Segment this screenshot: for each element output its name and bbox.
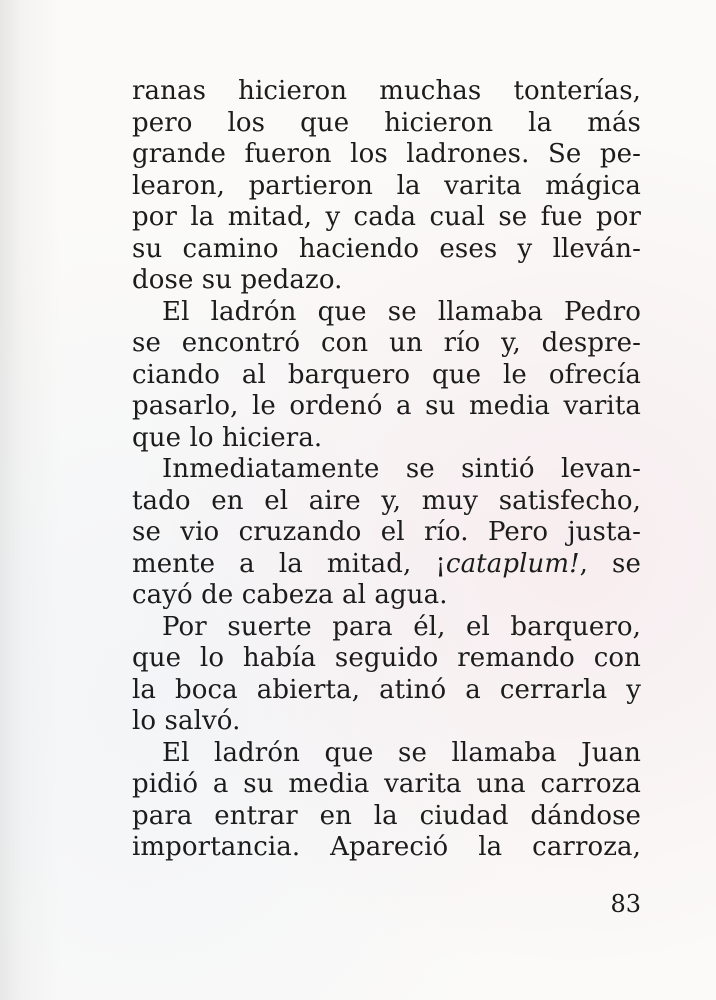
text-line: lo salvó. bbox=[132, 706, 241, 736]
text-line: Por suerte para él, el barquero, bbox=[162, 611, 641, 642]
text-line: que lo había seguido remando con bbox=[132, 643, 641, 673]
page-number: 83 bbox=[610, 890, 641, 918]
text-line: El ladrón que se llamaba Juan bbox=[162, 737, 641, 768]
text-line: la boca abierta, atinó a cerrarla y bbox=[132, 674, 641, 705]
text-line: se encontró con un río y, despre- bbox=[132, 328, 641, 358]
text-line: su camino haciendo eses y lleván- bbox=[132, 233, 641, 264]
italic-interjection: cataplum! bbox=[445, 548, 580, 579]
text-line: El ladrón que se llamaba Pedro bbox=[162, 296, 641, 327]
text-line: pasarlo, le ordenó a su media varita bbox=[132, 391, 641, 421]
text-line: ranas hicieron muchas tonterías, bbox=[132, 76, 641, 106]
body-text bbox=[132, 76, 641, 864]
text-line: Inmediatamente se sintió levan- bbox=[162, 454, 641, 484]
text-line: pero los que hicieron la más bbox=[132, 107, 641, 138]
text-line: que lo hiciera. bbox=[132, 422, 323, 453]
text-line: cayó de cabeza al agua. bbox=[132, 580, 448, 610]
text-line: grande fueron los ladrones. Se pe- bbox=[132, 139, 641, 169]
text-line: ciando al barquero que le ofrecía bbox=[132, 359, 641, 390]
text-line: dose su pedazo. bbox=[132, 265, 343, 295]
text-line: importancia. Apareció la carroza, bbox=[132, 832, 641, 862]
text-line: por la mitad, y cada cual se fue por bbox=[132, 202, 641, 232]
text-line: mente a la mitad, ¡cataplum!, se bbox=[132, 548, 641, 579]
text-line: se vio cruzando el río. Pero justa- bbox=[132, 517, 641, 547]
text-line: tado en el aire y, muy satisfecho, bbox=[132, 485, 641, 516]
text-line: learon, partieron la varita mágica bbox=[132, 170, 641, 201]
text-line: pidió a su media varita una carroza bbox=[132, 769, 641, 799]
text-line: para entrar en la ciudad dándose bbox=[132, 800, 641, 831]
